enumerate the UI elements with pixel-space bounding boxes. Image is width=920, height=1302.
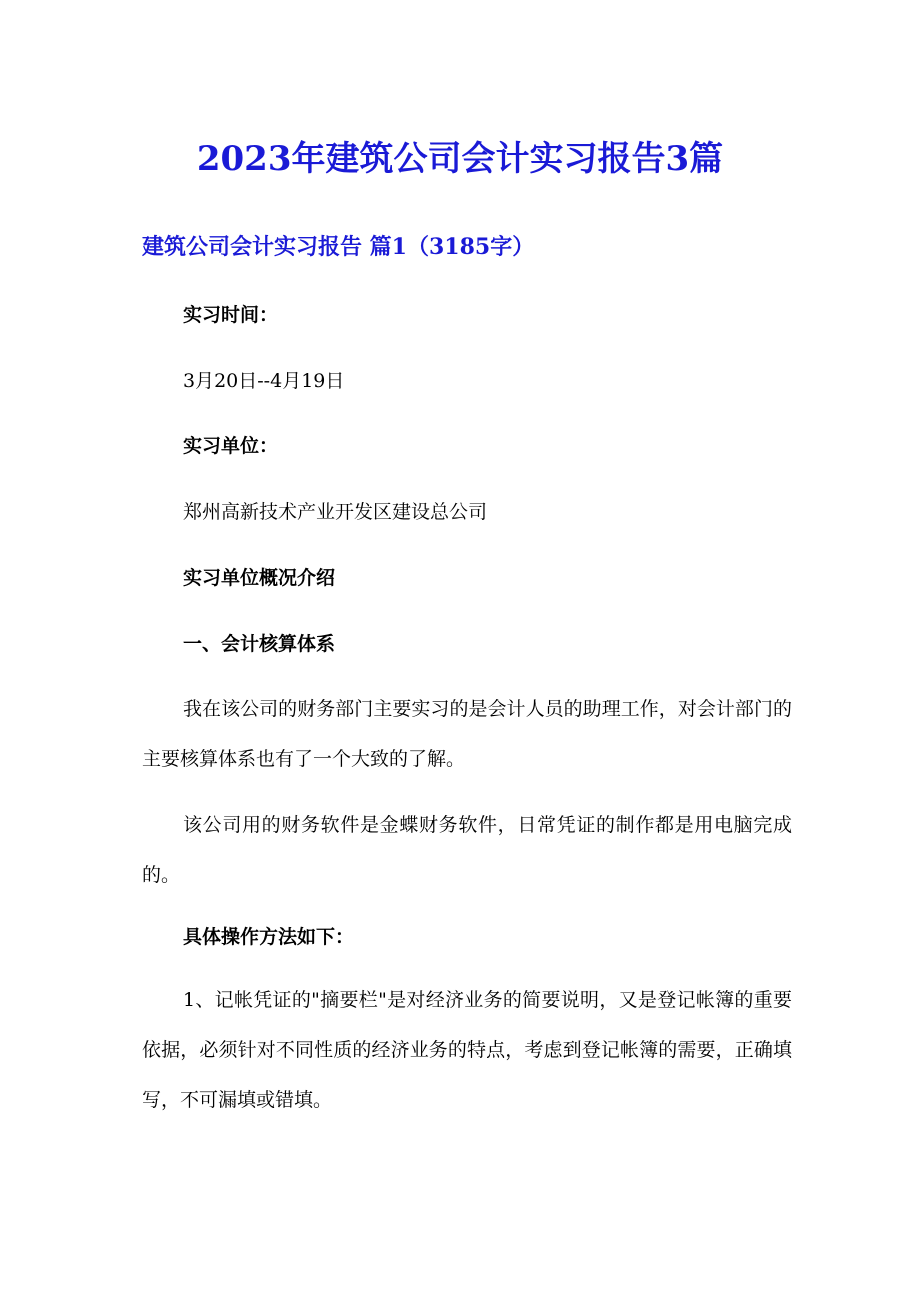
- section-title: 建筑公司会计实习报告 篇1（3185字）: [142, 234, 535, 260]
- paragraph-finance-software: 该公司用的财务软件是金蝶财务软件，日常凭证的制作都是用电脑完成的。: [142, 814, 792, 886]
- accounting-system-heading: 一、会计核算体系: [183, 633, 336, 655]
- internship-time-label: 实习时间：: [183, 304, 279, 326]
- internship-unit-label: 实习单位：: [183, 435, 279, 457]
- paragraph-accounting-role: 我在该公司的财务部门主要实习的是会计人员的助理工作，对会计部门的主要核算体系也有了一个大致的了解。: [142, 698, 792, 770]
- operation-method-heading: 具体操作方法如下：: [183, 926, 355, 948]
- internship-unit-value: 郑州高新技术产业开发区建设总公司: [183, 501, 488, 523]
- paragraph-voucher-summary: 1、记帐凭证的"摘要栏"是对经济业务的简要说明，又是登记帐簿的重要依据，必须针对不同性质的经济业务的特点，考虑到登记帐簿的需要，正确填写，不可漏填或错填。: [142, 989, 792, 1111]
- document-title: 2023年建筑公司会计实习报告3篇: [196, 139, 724, 179]
- internship-time-value: 3月20日--4月19日: [183, 370, 345, 392]
- unit-overview-heading: 实习单位概况介绍: [183, 567, 336, 589]
